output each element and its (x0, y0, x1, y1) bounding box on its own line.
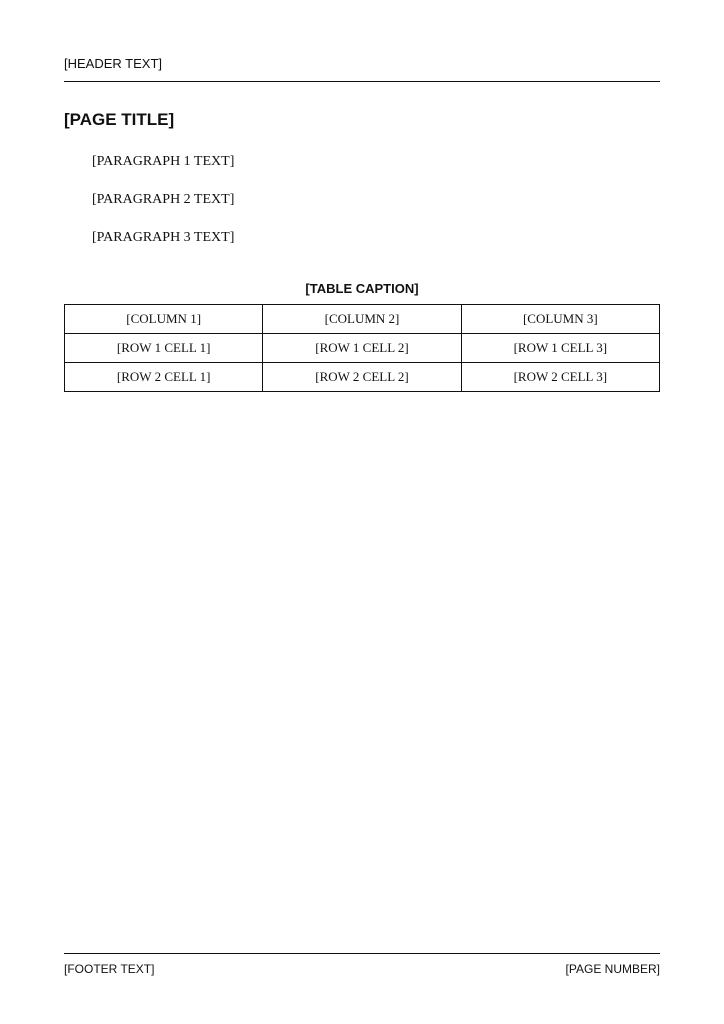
table-cell: [ROW 1 CELL 1] (65, 334, 263, 363)
table-header-row (65, 305, 660, 334)
table-row (65, 363, 660, 392)
page-number: [PAGE NUMBER] (565, 962, 660, 976)
table-cell: [ROW 1 CELL 3] (461, 334, 659, 363)
table-cell: [ROW 2 CELL 2] (263, 363, 461, 392)
page-spacer (64, 392, 660, 953)
footer-text: [FOOTER TEXT] (64, 962, 155, 976)
table-header-cell: [COLUMN 2] (263, 305, 461, 334)
document-footer (64, 953, 660, 976)
table-row (65, 334, 660, 363)
table-header-cell: [COLUMN 3] (461, 305, 659, 334)
document-header: [HEADER TEXT] (64, 56, 660, 82)
body-paragraph: [PARAGRAPH 1 TEXT] (92, 154, 235, 169)
body-paragraph: [PARAGRAPH 2 TEXT] (92, 191, 235, 207)
table-cell: [ROW 2 CELL 1] (65, 363, 263, 392)
body-paragraph: [PARAGRAPH 3 TEXT] (92, 229, 235, 245)
page-title: [PAGE TITLE] (64, 110, 175, 129)
table-cell: [ROW 1 CELL 2] (263, 334, 461, 363)
data-table (64, 304, 660, 392)
table-header-cell: [COLUMN 1] (65, 305, 263, 334)
table-cell: [ROW 2 CELL 3] (461, 363, 659, 392)
table-caption: [TABLE CAPTION] (305, 281, 419, 297)
